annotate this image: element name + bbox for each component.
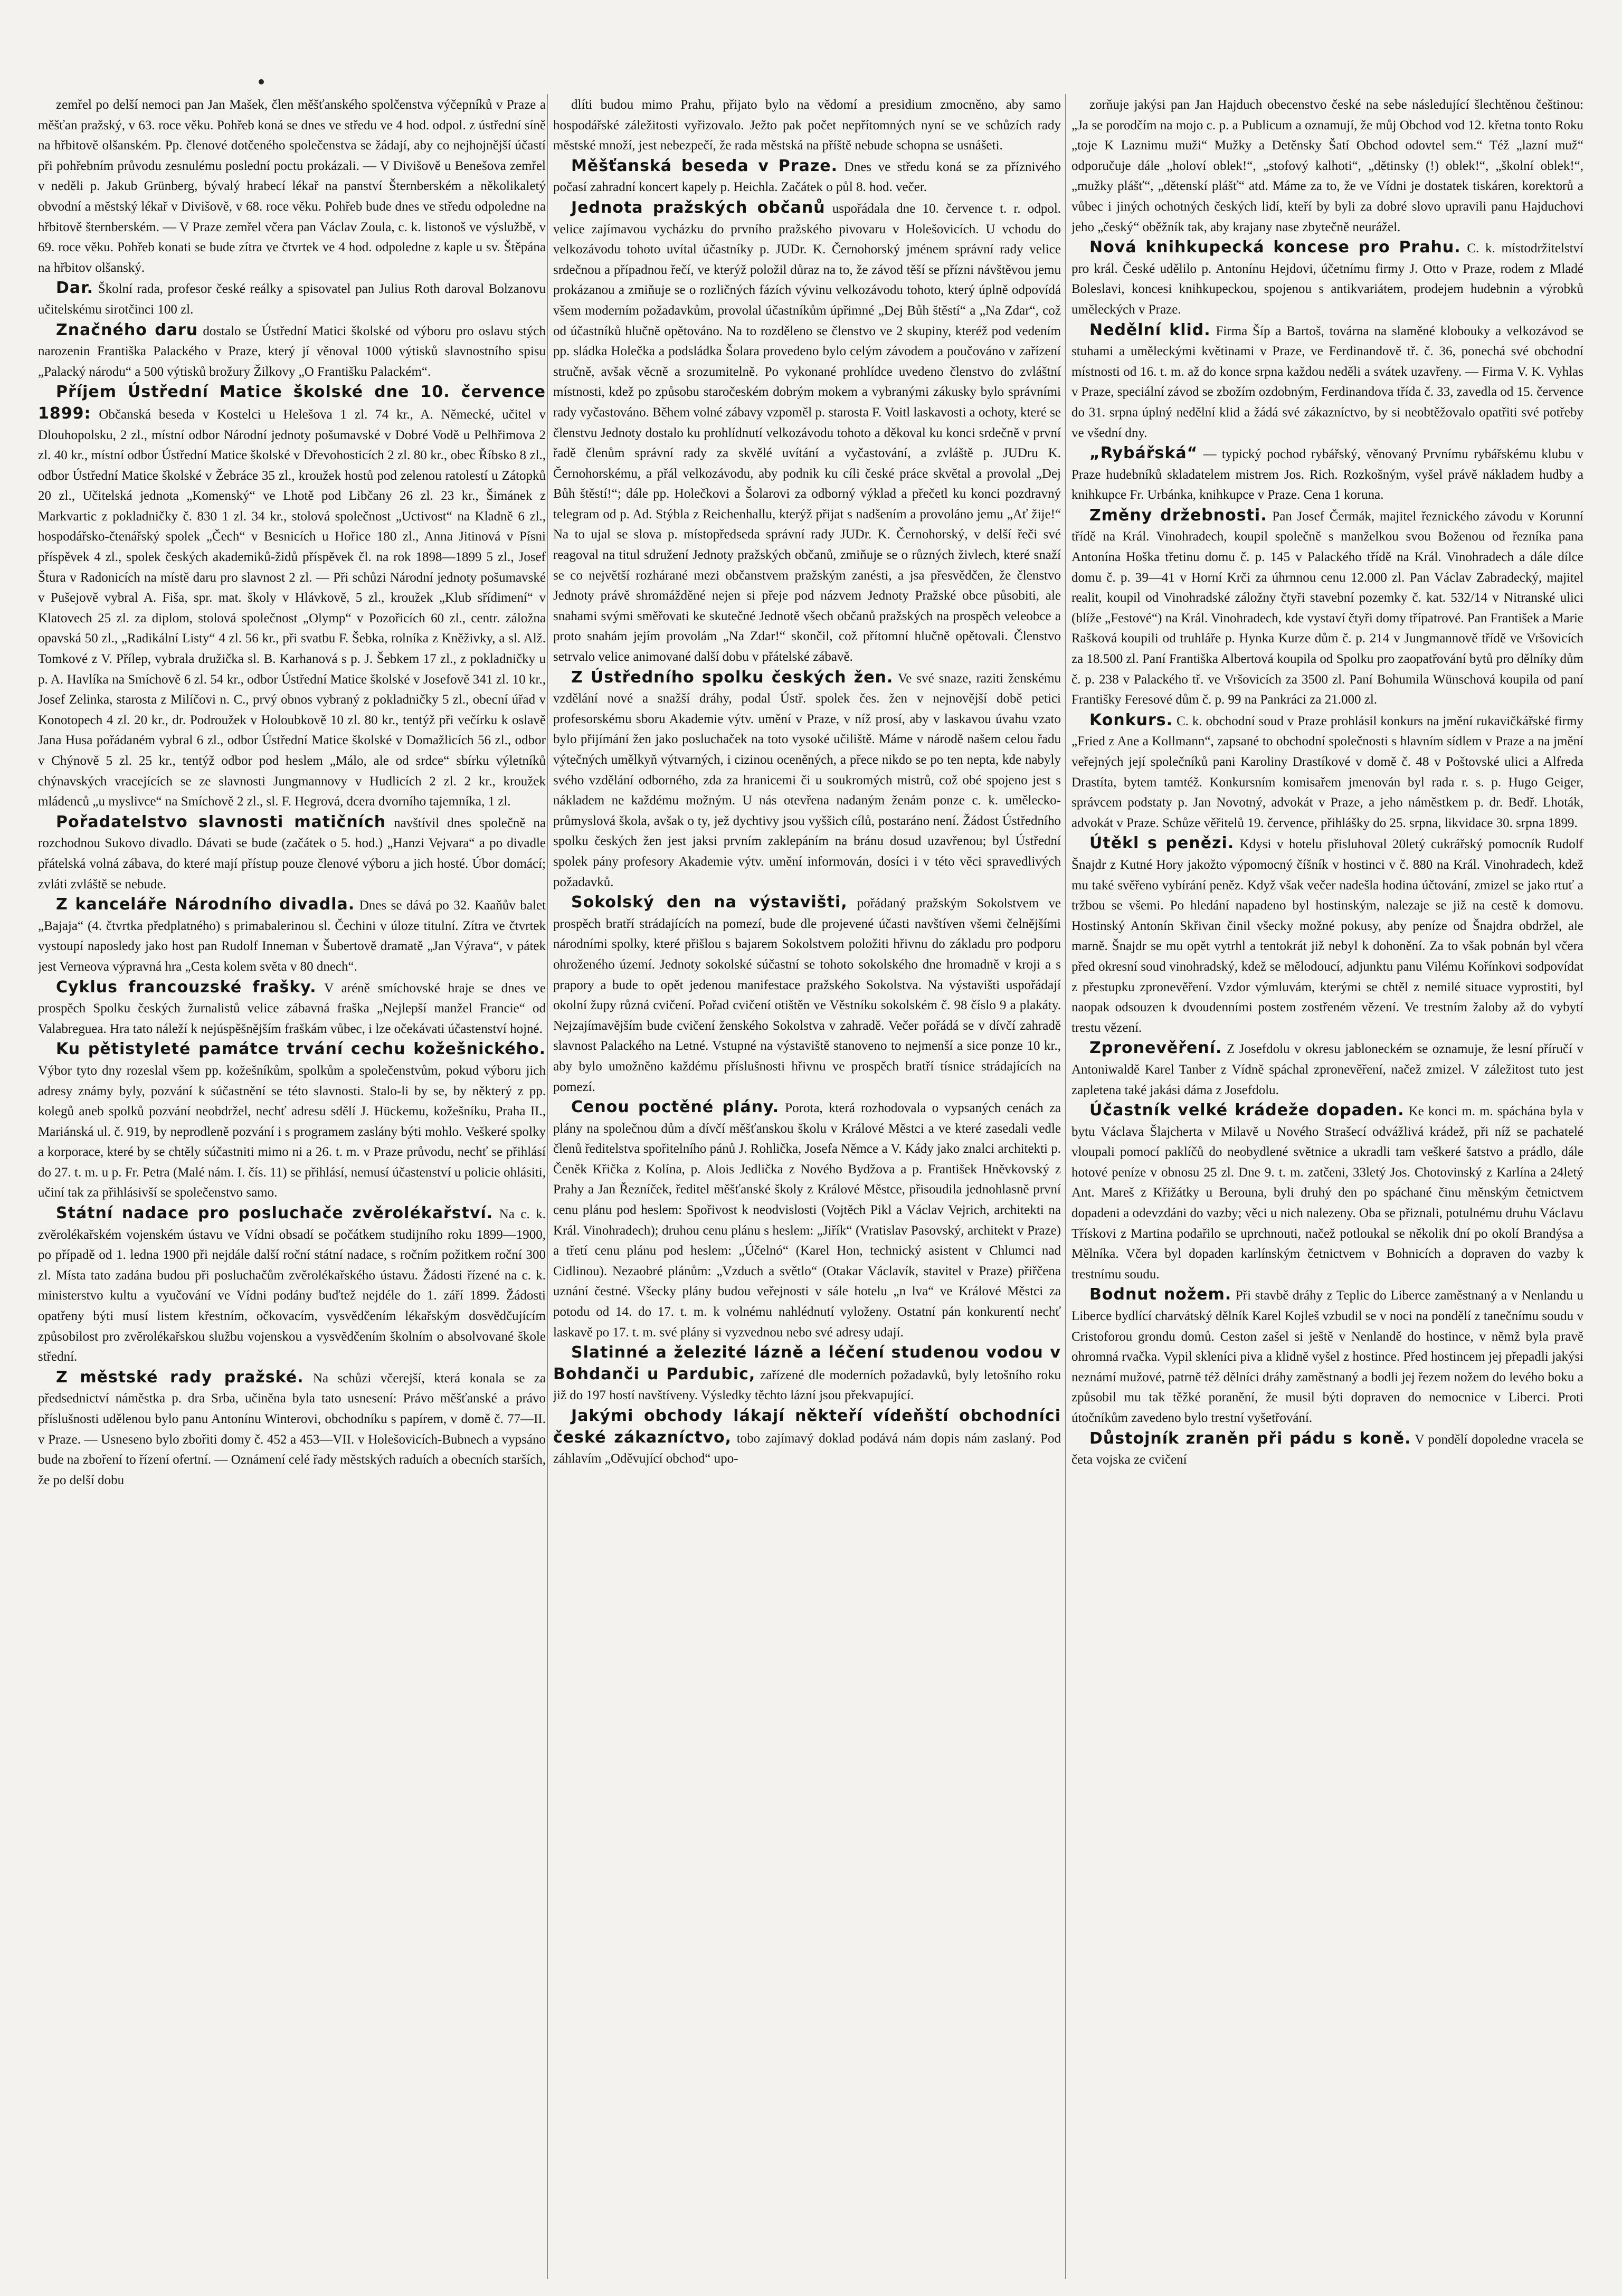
article-heading: Jednota pražských občanů — [571, 198, 826, 217]
article-heading: Značného daru — [56, 320, 198, 339]
article — [1071, 1100, 1583, 1285]
article-body: zorňuje jakýsi pan Jan Hajduch obecenstvo české na sebe následující šlechtěnou češtinou: „Ja se porodčím na mojo c. p. a Publicum a oznamují, že můj Obchod vod 12. křetna tonto Roku „toje K Laznimu muži“ Mužky a Detěnsky Šatí Obchod odovtel sem.“ Též „lazní muž“ odporučuje dále „holoví oblek!“, „stofový kalhoti“, „dětinsky (!) oblek!“, „školní oblek!“, „mužky plášť“, „dětenskí plášť“ atd. Máme za to, že ve Vídni je dostatek tiskáren, korektorů a vůbec i jiných ochotných českých lidí, kteří by byli za dobré slovo upravili panu Hajduchovi jeho „český“ oběžník tak, aby krajany nase zbytečně neurážel. — [1071, 98, 1583, 234]
article-body: Výbor tyto dny rozeslal všem pp. kožešníkům, spolkům a společenstvům, pokud výboru jich adresy známy byly, pozvání k súčastnění se této slavnosti. Stalo-li by se, by některý z pp. kolegů aneb spolků pozvání neobdržel, nechť adresu sdělí J. Hückemu, kožešníku, Praha II., Mariánská ul. č. 919, by neprodleně pozvání i s programem zaslány býti mohlo. Veškeré spolky a korporace, které by se chtěly súčastniti mimo ni a 26. t. m. v Praze průvodu, nechť se přihlásí do 27. t. m. u p. Fr. Petra (Malé nám. I. čís. 11) se přihlásí, nemusí účastenství u policie ohlásiti, učiní tak za přihlásivší se společenstvo samo. — [38, 1063, 546, 1200]
article-body: V aréně smíchovské hraje se dnes ve prospěch Spolku českých žurnalistů velice zábavná fraška „Nejlepší manžel Francie“ od Valabreguea. Hra tato náleží k nejúspěšnějším fraškám vůbec, i lze očekávati účastenství hojné. — [38, 981, 546, 1036]
article-heading: Jakými obchody lákají někteří vídeňští obchodníci české zákazníctvo, — [553, 1407, 1061, 1447]
article — [38, 320, 546, 383]
article-heading: Z městské rady pražské. — [56, 1368, 304, 1387]
article-body: Dnes se dává po 32. Kaaňův balet „Bajaja“ (4. čtvrtka předplatného) s primabalerinou sl. Čechini v úloze titulní. Zítra ve čtvrtek vystoupí naposledy jako host pan Rudolf Inneman v Šubertově dramatě „Jan Výrava“, v pátek jest Verneova výpravná hra „Cesta kolem světa v 80 dnech“. — [38, 898, 546, 974]
article-heading: Ku pětistyleté památce trvání cechu kožešnického. — [56, 1040, 546, 1059]
article-heading: Změny držebnosti. — [1089, 506, 1267, 525]
article-body: Pan Josef Čermák, majitel řeznického závodu v Korunní třídě na Král. Vinohradech, koupil společně s manželkou svou Boženou od řezníka pana Antonína Hoška třetinu domu č. p. 145 v Palackého třídě na Král. Vinohradech a dále dílce domu č. p. 39—41 v Horní Krči za úhrnnou cenu 12.000 zl. Pan Václav Zabradecký, majitel realit, koupil od Vinohradské záložny čtyři stavební pozemky č. kat. 532/14 v Nitranské ulici (blíže „Festové“) na Král. Vinohradech, kde vystaví čtyři domy třípatrové. Pan František a Marie Rašková koupili od truhláře p. Hynka Kurze dům č. p. 214 v Jungmannově třídě ve Vršovicích za 18.500 zl. Paní Františka Albertová koupila od Spolku pro zaopatřování bytů pro dělníky dům č. p. 238 v Palackého tř. ve Vršovicích za 3500 zl. Paní Bohumila Wünschová koupila od paní Františky Feresové dům č. p. 99 na Pankráci za 21.000 zl. — [1071, 509, 1583, 707]
article — [553, 1406, 1061, 1469]
article-body: navštívil dnes společně na rozchodnou Sukovo divadlo. Dávati se bude (začátek o 5. hod.) „Hanzi Vejvara“ a po divadle přátelská volná zábava, do které mají přístup pouze členové výboru a jich hosté. Úbor domácí; zvláti zvláště se nebude. — [38, 815, 546, 891]
article-heading: Dar. — [56, 279, 94, 298]
article — [1071, 833, 1583, 1038]
article — [38, 1039, 546, 1203]
article — [1071, 506, 1583, 710]
article — [1071, 710, 1583, 834]
article — [553, 1343, 1061, 1406]
article-body: zařízené dle moderních požadavků, byly letošního roku již do 197 hostí navštíveny. Výsledky těchto lázní jsou překvapující. — [553, 1368, 1061, 1403]
article-body: tobo zajímavý doklad podává nám dopis nám zaslaný. Pod záhlavím „Oděvující obchod“ upo- — [553, 1431, 1061, 1466]
article — [1071, 95, 1583, 238]
article-heading: Z Ústředního spolku českých žen. — [571, 668, 894, 687]
article-heading: Sokolský den na výstavišti, — [571, 893, 848, 912]
column-3 — [1071, 95, 1583, 2278]
article — [38, 278, 546, 320]
article-body: Kdysi v hotelu přisluhoval 20letý cukrářský pomocník Rudolf Šnajdr z Kutné Hory jakožto výpomocný číšník v hostinci v č. 880 na Král. Vinohradech, kdež mu také svěřeno vybírání peněz. Když však večer nadešla hodina účtování, zmizel se jako rtuť a tržbou se všemi. Po hledání napadeno byl hostinským, nalezaje se již na cestě k domovu. Hostinský Antonín Skřivan činil všecky možné pokusy, aby peníze od Šnajdra obdržel, ale marně. Šnajdr se mu opět vytrhl a tentokrát již nebyl k dohonění. Za to však pobnán byl včera před okresní soud vinohradský, kdež se mělodoucí, adjunktu panu Vilému Kořínkovi sodpovídat z přestupku zpronevěření. Vzdor výmluvám, kterými se chtěl z nemilé situace vyprostiti, byl naopak odsouzen k dvoudenními postem zostřeném vězení. Ve trestním žaloby až do vybytí trestu vězení. — [1071, 837, 1583, 1035]
article-body: Dnes ve středu koná se za příznivého počasí zahradní koncert kapely p. Heichla. Začátek o půl 8. hod. večer. — [553, 159, 1061, 195]
column-1 — [38, 95, 546, 2278]
article — [38, 812, 546, 895]
article-heading: Účastník velké krádeže dopaden. — [1089, 1101, 1405, 1120]
article-heading: Cenou poctěné plány. — [571, 1098, 780, 1117]
article — [1071, 1038, 1583, 1100]
article-heading: Z kanceláře Národního divadla. — [56, 895, 355, 914]
article-body: — typický pochod rybářský, věnovaný Prvnímu rybářskému klubu v Praze hudebníků skladatelem mistrem Jos. Rich. Rozkošným, vyšel právě nákladem hudby a knihkupce Fr. Urbánka, knihkupce v Praze. Cena 1 koruna. — [1071, 447, 1583, 502]
article-heading: Konkurs. — [1089, 710, 1173, 729]
article — [553, 1097, 1061, 1343]
article-heading: Měšťanská beseda v Praze. — [571, 156, 838, 175]
article-body: Firma Šíp a Bartoš, továrna na slaměné klobouky a velkozávod se stuhami a uměleckými květinami v Praze, ve Ferdinandově tř. č. 36, ponechá své obchodní místnosti od 16. t. m. až do konce srpna každou neděli a svátek uzavřeny. — Firma V. K. Vyhlas v Praze, speciální závod se zbožím ozdobným, Ferdinandova třída č. 33, zavedla od 15. července do 31. srpna úplný nedělní klid a žádá své zákazníctvo, by si neobtěžovalo opatřiti své potřeby ve všední dny. — [1071, 324, 1583, 440]
article-body: Na schůzi včerejší, která konala se za předsednictví náměstka p. dra Srba, učiněna byla tato usnesení: Právo měšťanské a právo příslušnosti udělenou bylo panu Antonínu Winterovi, obchodníku s papírem, v domě č. 77—II. v Praze. — Usneseno bylo zbořiti domy č. 452 a 453—VII. v Holešovicích-Bubnech a vypsáno bude na zboření to řízení ofertní. — Oznámení celé řady městských raduích a obecních starších, že po delší dobu — [38, 1371, 546, 1487]
article-heading: Útěkl s penězi. — [1089, 834, 1235, 853]
article — [38, 895, 546, 977]
article-body: C. k. obchodní soud v Praze prohlásil konkurs na jmění rukavičkářské firmy „Fried z Ane a Kollmann“, zapsané to obchodní společnosti s hlavním sídlem v Praze a na jmění veřejných její společníků pani Karoliny Drastíkové v domě č. 48 v Poštovské ulici a Alfreda Drastíta, bytem tamtéž. Konkursním komisařem jmenován byl rada r. s. p. Hugo Geiger, správcem podstaty p. Jan Novotný, advokát v Praze, a jeho náměstkem p. dr. Bedř. Lhoták, advokát v Praze. Schůze věřitelů 19. července, přihlášky do 25. srpna, likvidace 30. srpna 1899. — [1071, 714, 1583, 830]
article-heading: Cyklus francouzské frašky. — [56, 978, 317, 997]
article — [553, 198, 1061, 668]
article-body: uspořádala dne 10. července t. r. odpol. velice zajímavou vycházku do prvního pražského pivovaru v Holešovicích. U vchodu do velkozávodu tohoto uvítal účastníky p. JUDr. K. Černohorský jménem správní rady velice srdečnou a případnou řečí, ve kterýž položil důraz na to, že závod těší se přízni návštěvou jemu prokázanou a zmiňuje se o rozličných fázích vývinu velkozávodu tohoto, který úplně odpovídá všem moderním požadavkům, provolal účastníkům úpřimné „Dej Bůh štěstí“ a „Na Zdar“, což od účastníků hlučně opětováno. Na to rozděleno se členstvo ve 2 skupiny, kteréž pod vedením pp. sládka Holečka a podsládka Šolara provedeno bylo celým závodem a poučováno v zařízení stručně, avšak věcně a srozumitelně. Po vykonané prohlídce uvedeno členstvo do zvláštní místnosti, kdež po způsobu staročeském dobrým mokem a vybranými zákusky bylo správními rady vyčastováno. Během volné zábavy vzpoměl p. starosta F. Voitl laskavosti a ochoty, které se členstvu Jednoty dostalo ku prohlídnutí velkozávodu tohoto a děkoval ku konci srdečně v první řadě členům správní rady za skvělé uvítání a vyčastování, a zvláště p. JUDru K. Černohorskému, a přál velkozávodu, aby podnik ku cíli české práce skvětal a provolal „Dej Bůh štěstí!“; dále pp. Holečkovi a Šolarovi za odborný výklad a přečetl ku konci pozdravný telegram od p. Ad. Stýbla z Reichenhallu, kterýž přijat s nadšením a provoláno jemu „Ať žije!“ Na to ujal se slova p. místopředseda správní rady JUDr. K. Černohorský, v delší řeči své reagoval na titul sdružení Jednoty pražských občanů, zmiňuje se o různých živlech, které snaží se co největší rozhárané mezi občanstvem pražským zanésti, a jsa přesvědčen, že členstvo Jednoty právě shromážděné nejen si přeje pod názvem Jednoty Pražské obce působiti, ale snahami svými směřovati ke skutečné Jednotě všech občanů pražských na prospěch veleobce a proto snahám jejím provolám „Na Zdar!“ skončil, což přítomní hlučně opětovali. Členstvo setrvalo velice animované další dobu v přátelské zábavě. — [553, 201, 1061, 665]
article-body: Porota, která rozhodovala o vypsaných cenách za plány na společnou dům a dívčí měšťanskou školu v Králové Městci a ve které zasedali vedle členů ředitelstva spořitelního pánů J. Rohlička, Josefa Němce a V. Kády jako znalci architekti p. Čeněk Křička z Kolína, p. Alois Jedlička z Nového Bydžova a p. František Hněvkovský z Prahy a Jan Řezníček, ředitel měšťanské školy z Králové Městce, přisoudila jednohlasně první cenu plánu pod heslem: Spořivost k neodvislosti (Vojtěch Pikl a Václav Vejrich, architekti na Král. Vinohradech); druhou cenu plánu s heslem: „Jiřík“ (Vratislav Pasovský, architekt v Praze) a třetí cenu plánu pod heslem: „Účelnó“ (Karel Hon, technický asistent v Chlumci nad Cidlinou). Nezaobré plánům: „Vzduch a světlo“ (Otakar Václavík, stavitel v Praze) přiřčena uznání čestné. Všecky plány budou veřejnosti v sále hotelu „n lva“ ve Králové Městci za potodu od 14. do 17. t. m. k volnému nahlédnutí vyloženy. Ostatní pán konkurentí nechť laskavě po 17. t. m. své plány si vyzvednou nebo své adresy udají. — [553, 1101, 1061, 1340]
article — [553, 893, 1061, 1097]
article-body: Z Josefdolu v okresu jabloneckém se oznamuje, že lesní příručí v Antoniwaldě Karel Tanber z Vídně spáchal zpronevěření, načež zmizel. V záležitost tuto jest zapletena také jakási dáma z Josefdolu. — [1071, 1042, 1583, 1097]
column-rule — [1065, 94, 1066, 2279]
article-body: Občanská beseda v Kostelci u Helešova 1 zl. 74 kr., A. Německé, učitel v Dlouhopolsku, 2 zl., místní odbor Národní jednoty pošumavské v Dobré Vodě u Pelhřimova 2 zl. 40 kr., místní odbor Ústřední Matice školské v Dřevohosticích 2 zl. 80 kr., obec Říbsko 8 zl., odbor Ústřední Matice školské v Žebráce 35 zl., kroužek hostů pod zelenou ratolestí u Zátopků 20 zl., Učitelská jednota „Komenský“ ve Lhotě pod Libčany 26 zl. 23 kr., Šimánek z Markvartic z pokladničky č. 830 1 zl. 34 kr., stolová společnost „Uctivost“ na Kladně 6 zl., hospodářsko-čtenářský spolek „Čech“ v Besnicích u Hořice 180 zl., Anna Jitinová v Písni příspěvek 4 zl., spolek českých akademiků-židů příspěvek čl. na rok 1898—1899 5 zl., Josef Štura v Radonicích na místě daru pro slavnost 2 zl. — Při schůzi Národní jednoty pošumavské v Pušejově vybral A. Fiša, spr. mat. školy v Hlávkově, 5 zl., kroužek „Klub sřídimení“ v Klatovech 25 zl. za diplom, stolová společnost „Olymp“ v Pozořicích 60 zl., centr. záložna opavská 50 zl., „Radikální Listy“ 4 zl. 56 kr., při svatbu F. Šebka, rolníka z Kněživky, a sl. Alž. Tomkové z V. Přílep, vybrala družička sl. B. Karhanová s p. J. Šebkem 17 zl., z pokladničky u p. A. Havlíka na Smíchově 6 zl. 54 kr., odbor Ústřední Matice školské v Josefově 341 zl. 10 kr., Josef Zelinka, starosta z Milíčovi n. C., prvý obnos vybraný z pokladničky 5 zl., obecní úřad v Konotopech 4 zl. 20 kr., dr. Podroužek v Holoubkově 10 zl. 80 kr., tentýž při večírku k oslavě Jana Husa pořádaném vybral 6 zl., odbor Ústřední Matice školské v Domažlicích 56 zl., odbor v Chýnově 5 zl. 25 kr., tentýž odbor pod heslem „Málo, ale od srdce“ sbírku výletníků chýnavských vracejících se ze slavnosti Jungmannovy v Hudlicích 2 zl. 2 kr., kroužek mládenců „u myslivce“ na Smíchově 2 zl., sl. F. Hegrová, dcera dvorního tajemníka, 1 zl. — [38, 407, 546, 809]
article-heading: Bodnut nožem. — [1089, 1285, 1232, 1304]
article-body: dostalo se Ústřední Matici školské od výboru pro oslavu stých narozenin Františka Palackého v Praze, který jí věnoval 1000 výtisků slavnostního spisu „Palacký národu“ a 500 výtisků brožury Žilkovy „O Františku Palackém“. — [38, 324, 546, 379]
article — [38, 978, 546, 1040]
article — [553, 95, 1061, 156]
article-body: Ve své snaze, raziti ženskému vzdělání nové a snažší dráhy, podal Ústř. spolek čes. žen v nejnovější době petici profesorskému sboru Akademie výtv. umění v Praze, v níž prosí, aby v laskavou úvahu vzato bylo přijímání žen jako posluchaček na toto vysoké učiliště. Máme v národě našem celou řadu výtečných umělkyň výtvarných, i cizinou oceněných, a přece nikdo se po ten nepta, kde nabyly svého vzdělání odborného, zda za hranicemi či u soukromých mistrů, což obé spojeno jest s nákladem ne každému možným. U nás otevřena nadaným ženám ponze c. k. umělecko-průmyslová škola, avšak o ty, jež dychtivy jsou vyššich cílů, postaráno není. Žádost Ústředního spolku českých žen jest jaksi prvním zaklepáním na bránu dosud uzavřenou; byl Ústřední spolek pány profesory Akademie výtv. umění informován, dosíci i v této věci spravedlivých požadavků. — [553, 671, 1061, 889]
article — [1071, 1429, 1583, 1470]
article-body: Ke konci m. m. spáchána byla v bytu Václava Šlajcherta v Milavě u Nového Strašecí odvážlivá krádež, při níž se pachatelé vloupali pomocí paklíčů do neobydlené světnice a ukradli tam veškeré šatstvo a prádlo, dále hotové peníze v obnosu 25 zl. Dne 9. t. m. zatčeni, 33letý Jos. Chotovinský z Karlína a 24letý Ant. Mareš z Křižátky u Berouna, byli druhý den po spáchané činu měnským četnictvem dopadeni a odevzdáni do vazby; věci u nich nalezeny. Oba se přiznali, potulnému druhu Václavu Třískovi z Martina podařilo se uprchnouti, načež potloukal se několik dní po okolí Brandýsa a Mělníka. Včera byl dopaden karlínským četnictvem v Bohnicích a dopraven do vazby k trestnímu soudu. — [1071, 1104, 1583, 1282]
article-body: V pondělí dopoledne vracela se četa vojska ze cvičení — [1071, 1432, 1583, 1467]
article-body: Školní rada, profesor české reálky a spisovatel pan Julius Roth daroval Bolzanovu učitelskému sirotčinci 100 zl. — [38, 282, 546, 317]
article — [38, 95, 546, 278]
article-body: Na c. k. zvěrolékařském vojenském ústavu ve Vídni obsadí se počátkem studijního roku 1899—1900, po případě od 1. ledna 1900 při nejdále další roční státní nadace, s ročním požitkem roční 300 zl. Místa tato zadána budou při posluchačům zvěrolékařského ústavu. Žádosti řízené na c. k. ministerstvo kultu a vyučování ve Vídni podány buďtež nejdéle do 1. září 1899. Žádosti opatřeny býti musí listem křestním, očkovacím, vysvědčením lékařským dosvědčujícím způsobilost pro zvěrolékařskou službu vojenskou a vysvědčením školním o absolvované škole střední. — [38, 1207, 546, 1364]
article-heading: Slatinné a železité lázně a léčení studenou vodou v Bohdanči u Pardubic, — [553, 1343, 1061, 1383]
article-heading: Státní nadace pro posluchače zvěrolékařství. — [56, 1204, 494, 1223]
article — [38, 1203, 546, 1368]
column-rule — [547, 94, 548, 2279]
article — [1071, 238, 1583, 320]
article-body: pořádaný pražským Sokolstvem ve prospěch bratří strádajících na pomezí, bude dle projevené účasti navštíven všemi čelnějšími národními spolky, které přišlou s bajarem Sokolstvem položiti hřivnu do základu pro podporu ohroženého území. Jednoty sokolské súčastní se tohoto sokolského dne hromadně v kroji a s prapory a bude to opět jedenou manifestace pražského Sokolstva. Na výstavišti uspořádají okolní župy různá cvičení. Pořad cvičení otištěn ve Věstníku sokolském č. 98 číslo 9 a plakáty. Nejzajímavějším bude cvičení ženského Sokolstva v zahradě. Večer pořádá se v dívčí zahradě slavnost Palackého na Letné. Vstupné na výstaviště stanoveno to nejmenší a sice ponze 10 kr., aby bylo umožněno každému příslušnosti hřivnu ve prospěch bratří tísnice strádajících na pomezí. — [553, 896, 1061, 1094]
column-2 — [553, 95, 1061, 2278]
article-heading: Nová knihkupecká koncese pro Prahu. — [1089, 238, 1461, 257]
article — [1071, 443, 1583, 506]
article-body: zemřel po delší nemoci pan Jan Mašek, člen měšťanského spolčenstva výčepníků v Praze a měšťan pražský, v 63. roce věku. Pohřeb koná se dnes ve středu ve 4 hod. odpol. z ústřední síně na hřbitově olšanském. Pp. členové dotčeného společenstva se žádají, aby co nejhojnější účastí při pohřebním průvodu zesnulému poslední poctu prokázali. — V Divišově u Benešova zemřel v neděli p. Jakub Grünberg, bývalý hrabecí lékař na panství Šternberském a několikaletý obvodní a městský lékař v Divišově, v 68. roce věku. Pohřeb bude dnes ve středu odpoledne na hřbitově šternberském. — V Praze zemřel včera pan Václav Zoula, c. k. listonoš ve výslužbě, v 69. roce věku. Pohřeb konati se bude zítra ve čtvrtek ve 4 hod. odpoledne z kaple u sv. Štěpána na hřbitov olšanský. — [38, 98, 546, 275]
article-body: C. k. místodržitelství pro král. České udělilo p. Antonínu Hejdovi, účetnímu firmy J. Otto v Praze, rodem z Mladé Boleslavi, koncesi knihkupeckou, spojenou s antikvariátem, prodejem hudebnin a výrobků uměleckých v Praze. — [1071, 241, 1583, 317]
article-heading: Zpronevěření. — [1089, 1039, 1222, 1058]
article-heading: Příjem Ústřední Matice školské dne 10. července 1899: — [38, 383, 546, 423]
article — [1071, 1285, 1583, 1428]
article-body: dlíti budou mimo Prahu, přijato bylo na vědomí a presidium zmocněno, aby samo hospodářské záležitosti vyřizovalo. Ježto pak počet nepřítomných nyní se ve schůzích rady městské množí, jest nebezpečí, že rada městská na příště nebude schopna se usnášeti. — [553, 98, 1061, 153]
ornament-dot — [259, 79, 264, 84]
article-heading: Nedělní klid. — [1089, 320, 1211, 339]
article — [553, 156, 1061, 198]
article-heading: Důstojník zraněn při pádu s koně. — [1089, 1429, 1411, 1448]
article-body: Při stavbě dráhy z Teplic do Liberce zaměstnaný a v Nenlandu u Liberce bydlící charvátský dělník Karel Kojleš vzbudil se v noci na pondělí z tanečnímu soudu v Cristoforou grondu domů. Ceston zašel si ještě v Nenlandě do hostince, v němž byla pravě ohromná rvačka. Vypil skleníci piva a klidně vyšel z hostince. Před hostincem jej přepadli jakýsi neznámí mužové, patrně též dělníci dráhy zaměstnaný a bodli jej řezem nožem do levého boku a způsobil mu tak těžké poranění, že musil býti dopraven do nemocnice v Liberci. Proti útočníkům zavedeno bylo trestní vyšetřování. — [1071, 1288, 1583, 1425]
article — [553, 668, 1061, 893]
article-heading: Pořadatelstvo slavnosti matičních — [56, 812, 386, 831]
article-heading: „Rybářská“ — [1089, 444, 1198, 463]
article — [38, 1368, 546, 1491]
article — [38, 382, 546, 812]
article — [1071, 320, 1583, 444]
